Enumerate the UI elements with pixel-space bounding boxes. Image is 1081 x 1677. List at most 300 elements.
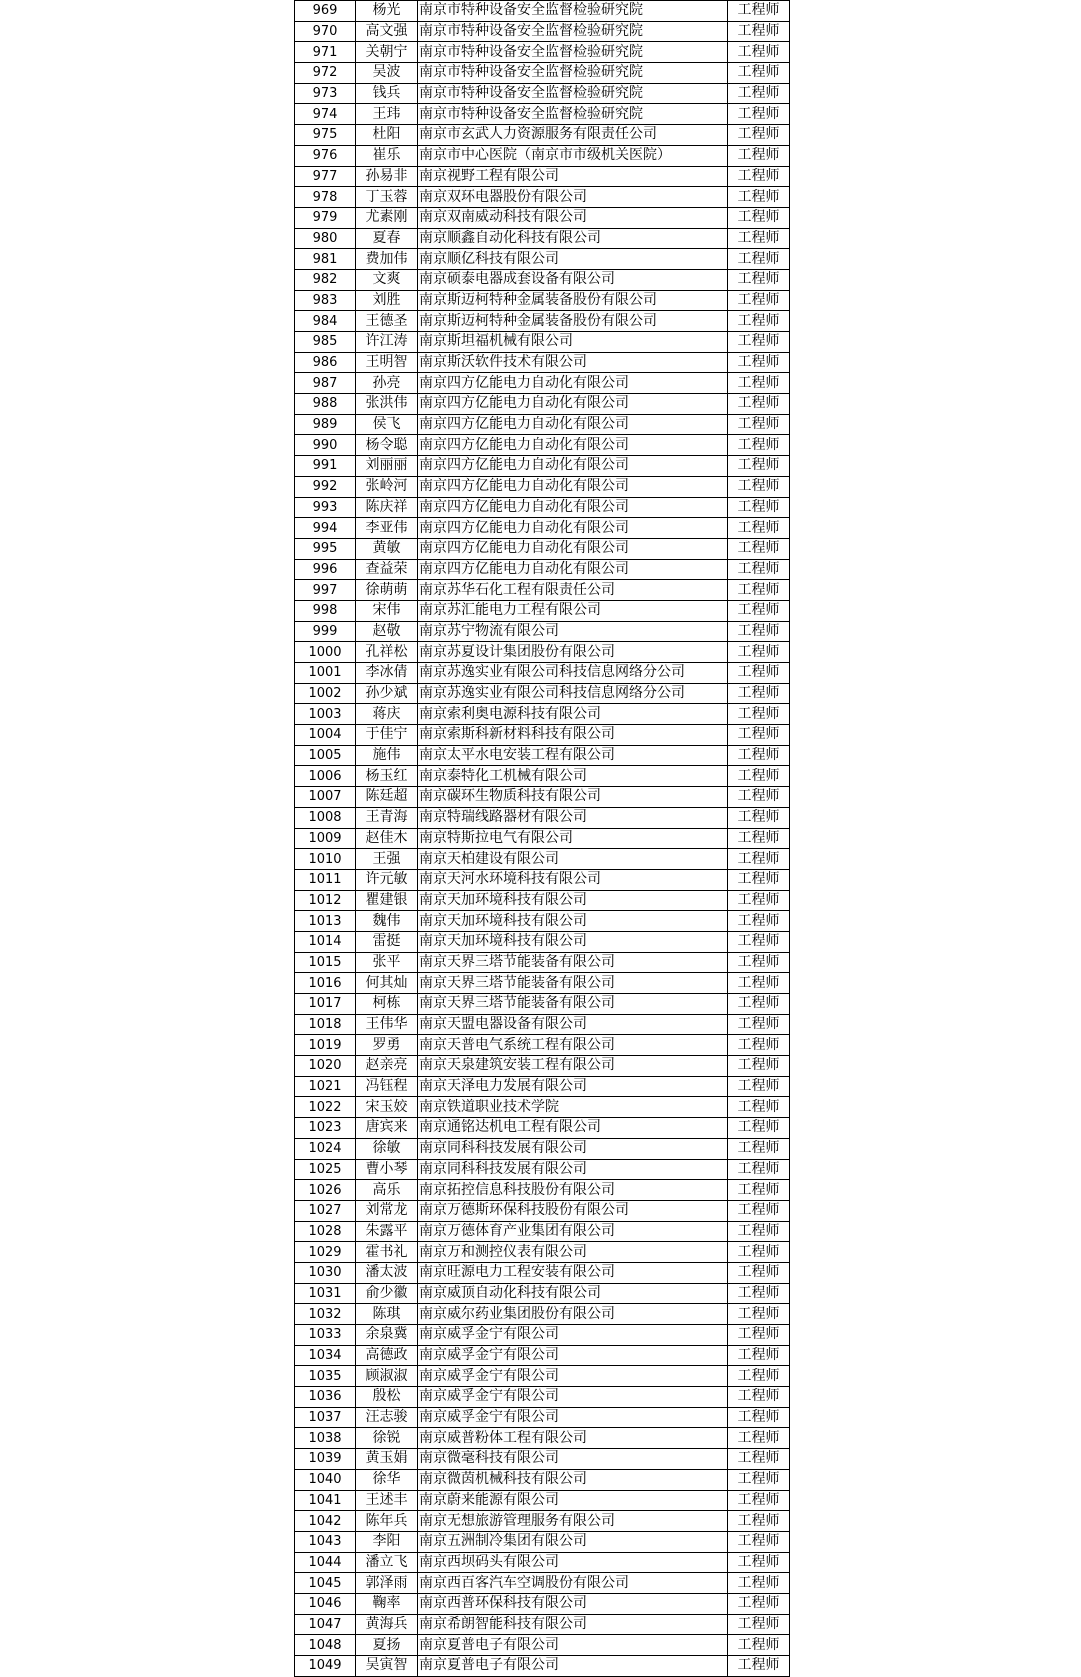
job-title-cell: 工程师 [728, 42, 790, 63]
person-name-cell: 徐萌萌 [356, 580, 418, 601]
job-title-cell: 工程师 [728, 1573, 790, 1594]
person-name-cell: 张洪伟 [356, 394, 418, 415]
person-name-cell: 杨玉红 [356, 766, 418, 787]
row-number-cell: 988 [295, 394, 356, 415]
table-row [295, 373, 790, 394]
organization-cell: 南京天泉建筑安装工程有限公司 [418, 1056, 728, 1077]
job-title-cell: 工程师 [728, 1593, 790, 1614]
job-title-cell: 工程师 [728, 1552, 790, 1573]
person-name-cell: 雷挺 [356, 931, 418, 952]
organization-cell: 南京斯沃软件技术有限公司 [418, 352, 728, 373]
table-row [295, 1221, 790, 1242]
table-row [295, 249, 790, 270]
organization-cell: 南京同科科技发展有限公司 [418, 1159, 728, 1180]
person-name-cell: 陈廷超 [356, 787, 418, 808]
table-row [295, 104, 790, 125]
person-name-cell: 许江涛 [356, 332, 418, 353]
organization-cell: 南京四方亿能电力自动化有限公司 [418, 559, 728, 580]
job-title-cell: 工程师 [728, 1428, 790, 1449]
job-title-cell: 工程师 [728, 1511, 790, 1532]
row-number-cell: 1037 [295, 1407, 356, 1428]
person-name-cell: 陈琪 [356, 1304, 418, 1325]
person-name-cell: 王述丰 [356, 1490, 418, 1511]
row-number-cell: 1025 [295, 1159, 356, 1180]
job-title-cell: 工程师 [728, 1056, 790, 1077]
row-number-cell: 989 [295, 414, 356, 435]
organization-cell: 南京四方亿能电力自动化有限公司 [418, 518, 728, 539]
job-title-cell: 工程师 [728, 1304, 790, 1325]
organization-cell: 南京市特种设备安全监督检验研究院 [418, 42, 728, 63]
job-title-cell: 工程师 [728, 352, 790, 373]
organization-cell: 南京天盟电器设备有限公司 [418, 1014, 728, 1035]
job-title-cell: 工程师 [728, 1180, 790, 1201]
job-title-cell: 工程师 [728, 1469, 790, 1490]
organization-cell: 南京四方亿能电力自动化有限公司 [418, 497, 728, 518]
row-number-cell: 977 [295, 166, 356, 187]
organization-cell: 南京天界三塔节能装备有限公司 [418, 994, 728, 1015]
table-row [295, 600, 790, 621]
job-title-cell: 工程师 [728, 1366, 790, 1387]
job-title-cell: 工程师 [728, 766, 790, 787]
person-name-cell: 孙亮 [356, 373, 418, 394]
person-name-cell: 杨令聪 [356, 435, 418, 456]
table-row [295, 290, 790, 311]
organization-cell: 南京四方亿能电力自动化有限公司 [418, 538, 728, 559]
table-row [295, 1428, 790, 1449]
table-row [295, 580, 790, 601]
job-title-cell: 工程师 [728, 373, 790, 394]
organization-cell: 南京四方亿能电力自动化有限公司 [418, 394, 728, 415]
organization-cell: 南京斯坦福机械有限公司 [418, 332, 728, 353]
row-number-cell: 983 [295, 290, 356, 311]
table-row [295, 518, 790, 539]
table-row [295, 1407, 790, 1428]
organization-cell: 南京四方亿能电力自动化有限公司 [418, 414, 728, 435]
person-name-cell: 曹小琴 [356, 1159, 418, 1180]
person-name-cell: 许元敏 [356, 869, 418, 890]
organization-cell: 南京同科科技发展有限公司 [418, 1138, 728, 1159]
row-number-cell: 1004 [295, 725, 356, 746]
row-number-cell: 1007 [295, 787, 356, 808]
table-row [295, 476, 790, 497]
person-name-cell: 高德政 [356, 1345, 418, 1366]
person-name-cell: 张岭河 [356, 476, 418, 497]
person-name-cell: 赵敬 [356, 621, 418, 642]
table-row [295, 228, 790, 249]
row-number-cell: 995 [295, 538, 356, 559]
table-row [295, 63, 790, 84]
person-name-cell: 瞿建银 [356, 890, 418, 911]
person-name-cell: 钱兵 [356, 83, 418, 104]
table-row [295, 1573, 790, 1594]
job-title-cell: 工程师 [728, 290, 790, 311]
job-title-cell: 工程师 [728, 1387, 790, 1408]
row-number-cell: 993 [295, 497, 356, 518]
row-number-cell: 978 [295, 187, 356, 208]
person-name-cell: 杜阳 [356, 125, 418, 146]
job-title-cell: 工程师 [728, 1531, 790, 1552]
job-title-cell: 工程师 [728, 683, 790, 704]
table-row [295, 973, 790, 994]
row-number-cell: 1047 [295, 1614, 356, 1635]
table-row [295, 704, 790, 725]
organization-cell: 南京四方亿能电力自动化有限公司 [418, 435, 728, 456]
row-number-cell: 1014 [295, 931, 356, 952]
organization-cell: 南京天普电气系统工程有限公司 [418, 1035, 728, 1056]
job-title-cell: 工程师 [728, 725, 790, 746]
person-name-cell: 王玮 [356, 104, 418, 125]
job-title-cell: 工程师 [728, 1, 790, 22]
table-row [295, 621, 790, 642]
organization-cell: 南京顺鑫自动化科技有限公司 [418, 228, 728, 249]
job-title-cell: 工程师 [728, 1200, 790, 1221]
table-row [295, 269, 790, 290]
person-name-cell: 殷松 [356, 1387, 418, 1408]
row-number-cell: 1013 [295, 911, 356, 932]
person-name-cell: 孙少斌 [356, 683, 418, 704]
table-row [295, 911, 790, 932]
person-name-cell: 鞠率 [356, 1593, 418, 1614]
row-number-cell: 1030 [295, 1262, 356, 1283]
person-name-cell: 徐锐 [356, 1428, 418, 1449]
job-title-cell: 工程师 [728, 911, 790, 932]
table-row [295, 21, 790, 42]
organization-cell: 南京夏普电子有限公司 [418, 1656, 728, 1677]
table-row [295, 1200, 790, 1221]
person-name-cell: 查益荣 [356, 559, 418, 580]
job-title-cell: 工程师 [728, 952, 790, 973]
organization-cell: 南京五洲制冷集团有限公司 [418, 1531, 728, 1552]
job-title-cell: 工程师 [728, 745, 790, 766]
table-row [295, 1345, 790, 1366]
job-title-cell: 工程师 [728, 228, 790, 249]
job-title-cell: 工程师 [728, 663, 790, 684]
organization-cell: 南京市中心医院（南京市市级机关医院） [418, 145, 728, 166]
row-number-cell: 975 [295, 125, 356, 146]
table-row [295, 42, 790, 63]
table-row [295, 1469, 790, 1490]
table-row [295, 1035, 790, 1056]
row-number-cell: 1028 [295, 1221, 356, 1242]
table-row [295, 663, 790, 684]
row-number-cell: 976 [295, 145, 356, 166]
row-number-cell: 1001 [295, 663, 356, 684]
job-title-cell: 工程师 [728, 1035, 790, 1056]
person-name-cell: 冯钰程 [356, 1076, 418, 1097]
person-name-cell: 潘立飞 [356, 1552, 418, 1573]
table-row [295, 1283, 790, 1304]
row-number-cell: 970 [295, 21, 356, 42]
job-title-cell: 工程师 [728, 166, 790, 187]
table-row [295, 994, 790, 1015]
organization-cell: 南京天河水环境科技有限公司 [418, 869, 728, 890]
organization-cell: 南京四方亿能电力自动化有限公司 [418, 456, 728, 477]
person-name-cell: 余泉冀 [356, 1325, 418, 1346]
organization-cell: 南京泰特化工机械有限公司 [418, 766, 728, 787]
table-row [295, 745, 790, 766]
organization-cell: 南京市玄武人力资源服务有限责任公司 [418, 125, 728, 146]
row-number-cell: 1036 [295, 1387, 356, 1408]
person-name-cell: 夏春 [356, 228, 418, 249]
organization-cell: 南京碳环生物质科技有限公司 [418, 787, 728, 808]
row-number-cell: 1017 [295, 994, 356, 1015]
row-number-cell: 997 [295, 580, 356, 601]
organization-cell: 南京威尔药业集团股份有限公司 [418, 1304, 728, 1325]
organization-cell: 南京西坝码头有限公司 [418, 1552, 728, 1573]
organization-cell: 南京微毫科技有限公司 [418, 1449, 728, 1470]
table-row [295, 1614, 790, 1635]
job-title-cell: 工程师 [728, 559, 790, 580]
table-row [295, 807, 790, 828]
person-name-cell: 高文强 [356, 21, 418, 42]
organization-cell: 南京天界三塔节能装备有限公司 [418, 952, 728, 973]
table-row [295, 456, 790, 477]
job-title-cell: 工程师 [728, 332, 790, 353]
organization-cell: 南京天加环境科技有限公司 [418, 890, 728, 911]
person-name-cell: 张平 [356, 952, 418, 973]
job-title-cell: 工程师 [728, 518, 790, 539]
person-name-cell: 王明智 [356, 352, 418, 373]
row-number-cell: 980 [295, 228, 356, 249]
job-title-cell: 工程师 [728, 1242, 790, 1263]
organization-cell: 南京蔚来能源有限公司 [418, 1490, 728, 1511]
job-title-cell: 工程师 [728, 1449, 790, 1470]
table-row [295, 683, 790, 704]
row-number-cell: 998 [295, 600, 356, 621]
person-name-cell: 王伟华 [356, 1014, 418, 1035]
person-name-cell: 陈庆祥 [356, 497, 418, 518]
job-title-cell: 工程师 [728, 394, 790, 415]
row-number-cell: 999 [295, 621, 356, 642]
person-name-cell: 侯飞 [356, 414, 418, 435]
row-number-cell: 1000 [295, 642, 356, 663]
table-row [295, 83, 790, 104]
row-number-cell: 1031 [295, 1283, 356, 1304]
row-number-cell: 974 [295, 104, 356, 125]
organization-cell: 南京天加环境科技有限公司 [418, 911, 728, 932]
job-title-cell: 工程师 [728, 538, 790, 559]
person-name-cell: 崔乐 [356, 145, 418, 166]
job-title-cell: 工程师 [728, 1283, 790, 1304]
table-row [295, 394, 790, 415]
table-row [295, 1076, 790, 1097]
job-title-cell: 工程师 [728, 1221, 790, 1242]
person-name-cell: 关朝宁 [356, 42, 418, 63]
person-name-cell: 黄敏 [356, 538, 418, 559]
table-row [295, 187, 790, 208]
table-row [295, 766, 790, 787]
organization-cell: 南京威孚金宁有限公司 [418, 1345, 728, 1366]
organization-cell: 南京夏普电子有限公司 [418, 1635, 728, 1656]
organization-cell: 南京威普粉体工程有限公司 [418, 1428, 728, 1449]
organization-cell: 南京市特种设备安全监督检验研究院 [418, 21, 728, 42]
job-title-cell: 工程师 [728, 435, 790, 456]
table-row [295, 332, 790, 353]
job-title-cell: 工程师 [728, 621, 790, 642]
person-name-cell: 李亚伟 [356, 518, 418, 539]
person-name-cell: 丁玉蓉 [356, 187, 418, 208]
job-title-cell: 工程师 [728, 125, 790, 146]
table-row [295, 1387, 790, 1408]
job-title-cell: 工程师 [728, 1656, 790, 1677]
person-name-cell: 赵亲亮 [356, 1056, 418, 1077]
table-row [295, 1304, 790, 1325]
job-title-cell: 工程师 [728, 1325, 790, 1346]
job-title-cell: 工程师 [728, 497, 790, 518]
table-row [295, 125, 790, 146]
job-title-cell: 工程师 [728, 642, 790, 663]
organization-cell: 南京拓控信息科技股份有限公司 [418, 1180, 728, 1201]
row-number-cell: 1042 [295, 1511, 356, 1532]
table-row [295, 1593, 790, 1614]
organization-cell: 南京苏宁物流有限公司 [418, 621, 728, 642]
row-number-cell: 1018 [295, 1014, 356, 1035]
job-title-cell: 工程师 [728, 1490, 790, 1511]
row-number-cell: 1038 [295, 1428, 356, 1449]
job-title-cell: 工程师 [728, 1159, 790, 1180]
person-name-cell: 文爽 [356, 269, 418, 290]
row-number-cell: 1046 [295, 1593, 356, 1614]
table-row [295, 1531, 790, 1552]
table-row [295, 145, 790, 166]
table-row [295, 1138, 790, 1159]
row-number-cell: 1016 [295, 973, 356, 994]
person-name-cell: 刘胜 [356, 290, 418, 311]
person-name-cell: 顾淑淑 [356, 1366, 418, 1387]
organization-cell: 南京威孚金宁有限公司 [418, 1407, 728, 1428]
organization-cell: 南京视野工程有限公司 [418, 166, 728, 187]
table-row [295, 1159, 790, 1180]
table-row [295, 828, 790, 849]
row-number-cell: 1041 [295, 1490, 356, 1511]
row-number-cell: 990 [295, 435, 356, 456]
row-number-cell: 1027 [295, 1200, 356, 1221]
row-number-cell: 994 [295, 518, 356, 539]
organization-cell: 南京市特种设备安全监督检验研究院 [418, 83, 728, 104]
organization-cell: 南京希朗智能科技有限公司 [418, 1614, 728, 1635]
row-number-cell: 1026 [295, 1180, 356, 1201]
row-number-cell: 1012 [295, 890, 356, 911]
person-name-cell: 徐敏 [356, 1138, 418, 1159]
organization-cell: 南京双南威动科技有限公司 [418, 207, 728, 228]
organization-cell: 南京特瑞线路器材有限公司 [418, 807, 728, 828]
row-number-cell: 1009 [295, 828, 356, 849]
table-row [295, 1656, 790, 1677]
table-row [295, 1490, 790, 1511]
row-number-cell: 1005 [295, 745, 356, 766]
person-name-cell: 夏扬 [356, 1635, 418, 1656]
row-number-cell: 982 [295, 269, 356, 290]
job-title-cell: 工程师 [728, 807, 790, 828]
job-title-cell: 工程师 [728, 828, 790, 849]
person-name-cell: 唐宾来 [356, 1118, 418, 1139]
person-name-cell: 罗勇 [356, 1035, 418, 1056]
row-number-cell: 1039 [295, 1449, 356, 1470]
person-name-cell: 汪志骏 [356, 1407, 418, 1428]
row-number-cell: 981 [295, 249, 356, 270]
organization-cell: 南京天界三塔节能装备有限公司 [418, 973, 728, 994]
organization-cell: 南京天加环境科技有限公司 [418, 931, 728, 952]
person-name-cell: 俞少徽 [356, 1283, 418, 1304]
row-number-cell: 992 [295, 476, 356, 497]
row-number-cell: 984 [295, 311, 356, 332]
row-number-cell: 1006 [295, 766, 356, 787]
row-number-cell: 1024 [295, 1138, 356, 1159]
organization-cell: 南京西百客汽车空调股份有限公司 [418, 1573, 728, 1594]
job-title-cell: 工程师 [728, 580, 790, 601]
table-row [295, 1366, 790, 1387]
table-row [295, 538, 790, 559]
table-row [295, 787, 790, 808]
person-name-cell: 郭泽雨 [356, 1573, 418, 1594]
row-number-cell: 987 [295, 373, 356, 394]
personnel-table [294, 0, 790, 1677]
job-title-cell: 工程师 [728, 1262, 790, 1283]
job-title-cell: 工程师 [728, 1118, 790, 1139]
row-number-cell: 1033 [295, 1325, 356, 1346]
organization-cell: 南京四方亿能电力自动化有限公司 [418, 476, 728, 497]
table-row [295, 931, 790, 952]
table-row [295, 952, 790, 973]
table-row [295, 642, 790, 663]
organization-cell: 南京四方亿能电力自动化有限公司 [418, 373, 728, 394]
table-row [295, 725, 790, 746]
person-name-cell: 施伟 [356, 745, 418, 766]
organization-cell: 南京旺源电力工程安装有限公司 [418, 1262, 728, 1283]
organization-cell: 南京无想旅游管理服务有限公司 [418, 1511, 728, 1532]
job-title-cell: 工程师 [728, 973, 790, 994]
person-name-cell: 王青海 [356, 807, 418, 828]
row-number-cell: 1032 [295, 1304, 356, 1325]
row-number-cell: 1011 [295, 869, 356, 890]
organization-cell: 南京特斯拉电气有限公司 [418, 828, 728, 849]
row-number-cell: 1043 [295, 1531, 356, 1552]
table-row [295, 1, 790, 22]
person-name-cell: 黄玉娟 [356, 1449, 418, 1470]
person-name-cell: 何其灿 [356, 973, 418, 994]
person-name-cell: 魏伟 [356, 911, 418, 932]
person-name-cell: 刘丽丽 [356, 456, 418, 477]
organization-cell: 南京铁道职业技术学院 [418, 1097, 728, 1118]
organization-cell: 南京市特种设备安全监督检验研究院 [418, 104, 728, 125]
person-name-cell: 潘太波 [356, 1262, 418, 1283]
table-row [295, 559, 790, 580]
row-number-cell: 1008 [295, 807, 356, 828]
person-name-cell: 高乐 [356, 1180, 418, 1201]
table-row [295, 1511, 790, 1532]
row-number-cell: 1040 [295, 1469, 356, 1490]
table-row [295, 207, 790, 228]
row-number-cell: 1003 [295, 704, 356, 725]
row-number-cell: 1020 [295, 1056, 356, 1077]
person-name-cell: 柯栋 [356, 994, 418, 1015]
table-row [295, 1242, 790, 1263]
person-name-cell: 黄海兵 [356, 1614, 418, 1635]
table-row [295, 890, 790, 911]
row-number-cell: 986 [295, 352, 356, 373]
job-title-cell: 工程师 [728, 63, 790, 84]
organization-cell: 南京万德斯环保科技股份有限公司 [418, 1200, 728, 1221]
person-name-cell: 吴寅智 [356, 1656, 418, 1677]
job-title-cell: 工程师 [728, 1614, 790, 1635]
job-title-cell: 工程师 [728, 1345, 790, 1366]
organization-cell: 南京天泽电力发展有限公司 [418, 1076, 728, 1097]
row-number-cell: 979 [295, 207, 356, 228]
table-row [295, 1262, 790, 1283]
organization-cell: 南京太平水电安装工程有限公司 [418, 745, 728, 766]
table-row [295, 1056, 790, 1077]
organization-cell: 南京西普环保科技有限公司 [418, 1593, 728, 1614]
